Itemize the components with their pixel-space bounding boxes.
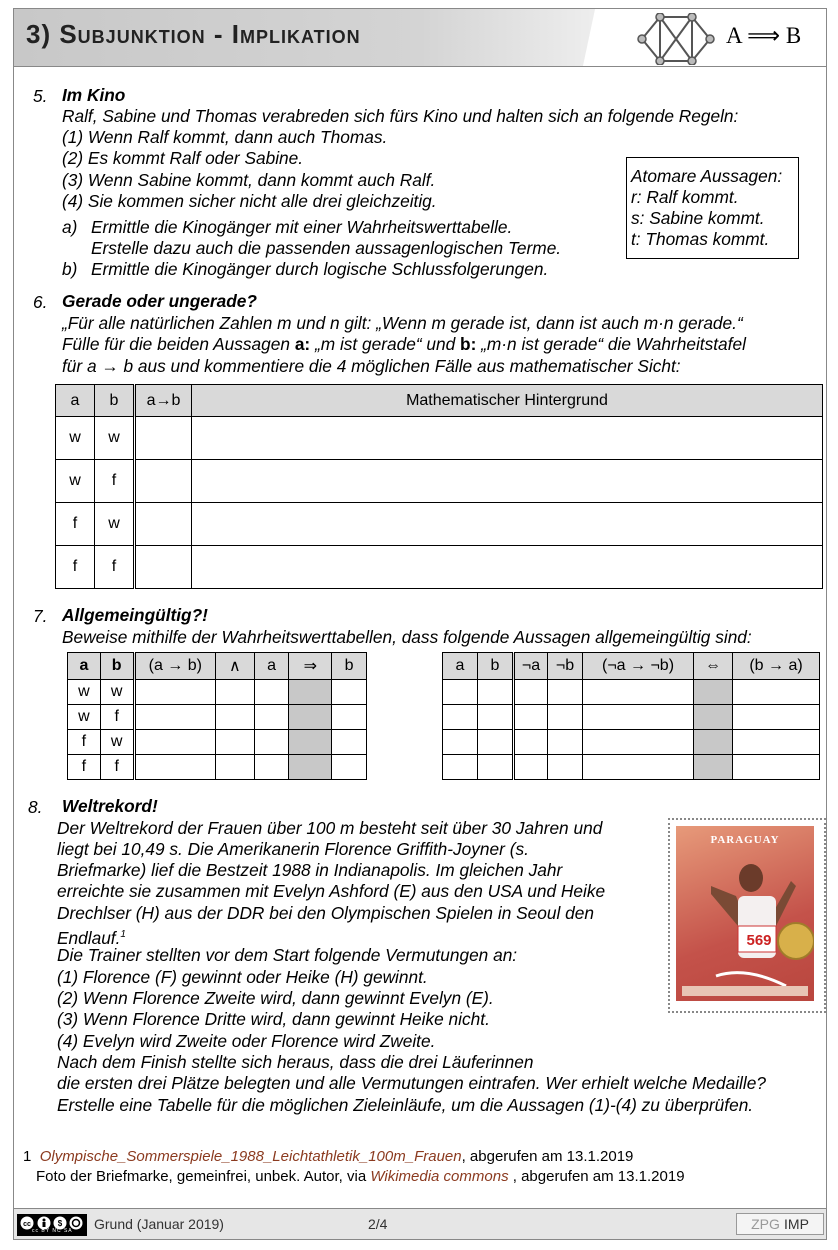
header: ⇒	[289, 653, 332, 680]
svg-text:$: $	[57, 1219, 63, 1228]
box-line: r: Ralf kommt.	[631, 187, 739, 207]
header: a	[68, 653, 101, 680]
header: ∧	[215, 653, 254, 680]
footnote-1	[23, 1148, 633, 1165]
task6-number: 6.	[33, 292, 48, 312]
label-a: a:	[294, 334, 311, 354]
footnote-text: , abgerufen am 13.1.2019	[461, 1148, 634, 1165]
input-cell[interactable]	[733, 730, 820, 755]
task6-line1: „Für alle natürlichen Zahlen m und n gilt: „Wenn m gerade ist, dann ist auch m·n gerade.“	[62, 313, 743, 333]
input-cell[interactable]	[254, 730, 289, 755]
task8-number: 8.	[28, 797, 43, 817]
input-cell[interactable]	[583, 705, 694, 730]
cell: f	[68, 730, 101, 755]
zpg-imp-logo	[736, 1213, 824, 1235]
task8-line: (2) Wenn Florence Zweite wird, dann gewinnt Evelyn (E).	[57, 988, 494, 1008]
input-cell[interactable]	[733, 755, 820, 780]
footnote-link-wikipedia[interactable]: Olympische_Sommerspiele_1988_Leichtathletik_100m_Frauen	[39, 1148, 462, 1165]
task7-intro: Beweise mithilfe der Wahrheitswerttabellen, dass folgende Aussagen allgemeingültig sind:	[62, 627, 752, 647]
box-line: Atomare Aussagen:	[631, 166, 783, 186]
truth-table-7-right	[442, 652, 820, 780]
header-a-implies-b: a→b	[135, 385, 192, 417]
input-cell[interactable]	[135, 546, 192, 589]
stamp-image	[668, 818, 826, 1013]
stamp-country: PARAGUAY	[710, 834, 780, 846]
input-cell[interactable]	[254, 705, 289, 730]
task8-line: (4) Evelyn wird Zweite oder Florence wird Zweite.	[57, 1031, 436, 1051]
comment-cell[interactable]	[192, 417, 823, 460]
page-title: 3) Subjunktion - Implikation	[26, 19, 361, 49]
table-row	[56, 417, 823, 460]
input-cell[interactable]	[215, 705, 254, 730]
stamp-bib-number: 569	[746, 932, 772, 949]
task6-line3: für a → b aus und kommentiere die 4 möglichen Fälle aus mathematischer Sicht:	[62, 356, 681, 376]
task8-line: Erstelle eine Tabelle für die möglichen Zieleinläufe, um die Aussagen (1)-(4) zu überprüfen.	[57, 1095, 754, 1115]
table-row	[56, 546, 823, 589]
cell: w	[68, 680, 101, 705]
cc-license-text: cc BY NC SA	[32, 1228, 73, 1234]
footnote-text: , abgerufen am 13.1.2019	[508, 1168, 685, 1185]
comment-cell[interactable]	[192, 460, 823, 503]
cell: w	[100, 730, 134, 755]
table-row	[443, 730, 820, 755]
table-row	[68, 705, 367, 730]
cell: w	[68, 705, 101, 730]
brand-imp: IMP	[784, 1216, 809, 1232]
cc-license-badge	[17, 1214, 87, 1236]
task5-b-label: b)	[62, 259, 78, 279]
header: ⇔	[694, 653, 733, 680]
cell: f	[100, 705, 134, 730]
box-line: t: Thomas kommt.	[631, 229, 770, 249]
task7-title: Allgemeingültig?!	[62, 605, 208, 625]
input-cell[interactable]	[332, 680, 367, 705]
input-cell[interactable]	[548, 755, 583, 780]
task8-line: (3) Wenn Florence Dritte wird, dann gewinnt Heike nicht.	[57, 1009, 490, 1029]
input-cell[interactable]	[332, 730, 367, 755]
box-line: s: Sabine kommt.	[631, 208, 765, 228]
graph-logo-icon	[634, 13, 718, 65]
table-row	[68, 730, 367, 755]
brand-zpg: ZPG	[751, 1216, 780, 1232]
task5-a-line2: Erstelle dazu auch die passenden aussagenlogischen Terme.	[91, 238, 562, 258]
task5-intro: Ralf, Sabine und Thomas verabreden sich fürs Kino und halten sich an folgende Regeln:	[62, 106, 739, 126]
task8-line: Drechlser (H) aus der DDR bei den Olympischen Spielen in Seoul den	[57, 903, 594, 923]
header: b	[100, 653, 134, 680]
task8-line: Nach dem Finish stellte sich heraus, dass die drei Läuferinnen	[57, 1052, 534, 1072]
comment-cell[interactable]	[192, 546, 823, 589]
header: (a → b)	[134, 653, 215, 680]
footnote-number: 1	[23, 1148, 32, 1165]
task8-title: Weltrekord!	[62, 796, 158, 816]
input-cell[interactable]	[583, 680, 694, 705]
task5-rule-3: (3) Wenn Sabine kommt, dann kommt auch Ralf.	[62, 170, 436, 190]
task8-line: Der Weltrekord der Frauen über 100 m besteht seit über 30 Jahren und	[57, 818, 603, 838]
input-cell[interactable]	[733, 705, 820, 730]
input-cell[interactable]	[135, 417, 192, 460]
footnote-link-commons[interactable]: Wikimedia commons	[370, 1168, 509, 1185]
page-header	[13, 8, 827, 67]
table-row	[443, 755, 820, 780]
cell: f	[56, 546, 95, 589]
runner-illustration	[676, 826, 814, 1001]
input-cell[interactable]	[215, 680, 254, 705]
input-cell[interactable]	[134, 730, 215, 755]
header: (¬a → ¬b)	[583, 653, 694, 680]
cell: f	[68, 755, 101, 780]
comment-cell[interactable]	[192, 503, 823, 546]
input-cell[interactable]	[443, 730, 478, 755]
input-cell[interactable]	[694, 680, 733, 705]
input-cell[interactable]	[514, 705, 548, 730]
task5-rule-2: (2) Es kommt Ralf oder Sabine.	[62, 148, 304, 168]
cell: f	[95, 460, 135, 503]
input-cell[interactable]	[694, 730, 733, 755]
task8-line: Briefmarke) lief die Bestzeit 1988 in Indianapolis. Im gleichen Jahr	[57, 860, 563, 880]
input-cell[interactable]	[694, 705, 733, 730]
input-cell[interactable]	[478, 730, 514, 755]
header-divider	[583, 9, 635, 66]
input-cell[interactable]	[583, 755, 694, 780]
cell: f	[100, 755, 134, 780]
task5-rule-1: (1) Wenn Ralf kommt, dann auch Thomas.	[62, 127, 388, 147]
header: b	[478, 653, 514, 680]
input-cell[interactable]	[478, 755, 514, 780]
input-cell[interactable]	[134, 680, 215, 705]
task5-a-label: a)	[62, 217, 78, 237]
task8-line: erreichte sie zusammen mit Evelyn Ashford (E) aus den USA und Heike	[57, 881, 606, 901]
input-cell[interactable]	[694, 755, 733, 780]
atomic-statements-box	[626, 157, 799, 259]
cell: w	[56, 460, 95, 503]
header-formula: A ⟹ B	[726, 23, 802, 48]
task6-line2-c: „m ist gerade“ und	[310, 334, 461, 354]
input-cell[interactable]	[289, 730, 332, 755]
cell: w	[95, 503, 135, 546]
header: ¬a	[514, 653, 548, 680]
task6-line2	[62, 334, 746, 355]
input-cell[interactable]	[514, 755, 548, 780]
input-cell[interactable]	[215, 755, 254, 780]
input-cell[interactable]	[478, 680, 514, 705]
table-row	[56, 503, 823, 546]
task6-line2-a: Fülle für die beiden Aussagen	[62, 334, 295, 354]
input-cell[interactable]	[478, 705, 514, 730]
cell: w	[56, 417, 95, 460]
input-cell[interactable]	[548, 705, 583, 730]
task8-line: liegt bei 10,49 s. Die Amerikanerin Florence Griffith-Joyner (s.	[57, 839, 529, 859]
header-b: b	[95, 385, 135, 417]
input-cell[interactable]	[443, 705, 478, 730]
input-cell[interactable]	[332, 705, 367, 730]
task5-title: Im Kino	[62, 85, 126, 105]
footnote-text: Foto der Briefmarke, gemeinfrei, unbek. Autor, via	[36, 1168, 371, 1185]
task6-line2-e: „m·n ist gerade“ die Wahrheitstafel	[476, 334, 746, 354]
table-row	[68, 755, 367, 780]
table-row	[56, 460, 823, 503]
header: a	[443, 653, 478, 680]
task7-number: 7.	[33, 606, 48, 626]
task5-number: 5.	[33, 86, 48, 106]
input-cell[interactable]	[289, 705, 332, 730]
truth-table-6	[55, 384, 823, 589]
header: a	[254, 653, 289, 680]
input-cell[interactable]	[332, 755, 367, 780]
table-row	[443, 680, 820, 705]
task5-a-line1: Ermittle die Kinogänger mit einer Wahrheitswerttabelle.	[91, 217, 513, 237]
svg-text:cc: cc	[23, 1221, 31, 1228]
input-cell[interactable]	[135, 460, 192, 503]
input-cell[interactable]	[135, 503, 192, 546]
input-cell[interactable]	[733, 680, 820, 705]
header-background: Mathematischer Hintergrund	[192, 385, 823, 417]
table-row	[68, 680, 367, 705]
header: b	[332, 653, 367, 680]
input-cell[interactable]	[514, 730, 548, 755]
input-cell[interactable]	[289, 755, 332, 780]
header: ¬b	[548, 653, 583, 680]
input-cell[interactable]	[548, 730, 583, 755]
footer-author: Grund (Januar 2019)	[94, 1216, 224, 1232]
footnote-2	[36, 1168, 685, 1185]
input-cell[interactable]	[514, 680, 548, 705]
input-cell[interactable]	[254, 755, 289, 780]
input-cell[interactable]	[289, 680, 332, 705]
table-row	[443, 705, 820, 730]
input-cell[interactable]	[134, 755, 215, 780]
cell: w	[95, 417, 135, 460]
input-cell[interactable]	[548, 680, 583, 705]
page-footer	[13, 1208, 827, 1240]
input-cell[interactable]	[443, 755, 478, 780]
footnote-ref: 1	[120, 929, 126, 940]
task8-line-text: Endlauf.	[57, 927, 121, 948]
task5-rule-4: (4) Sie kommen sicher nicht alle drei gleichzeitig.	[62, 191, 437, 211]
input-cell[interactable]	[215, 730, 254, 755]
task8-line: Die Trainer stellten vor dem Start folgende Vermutungen an:	[57, 945, 518, 965]
input-cell[interactable]	[254, 680, 289, 705]
input-cell[interactable]	[583, 730, 694, 755]
cell: f	[56, 503, 95, 546]
task6-title: Gerade oder ungerade?	[62, 291, 257, 311]
header-a: a	[56, 385, 95, 417]
input-cell[interactable]	[443, 680, 478, 705]
task8-line: die ersten drei Plätze belegten und alle Vermutungen eintrafen. Wer erhielt welche Medaille?	[57, 1073, 766, 1093]
header: (b → a)	[733, 653, 820, 680]
footer-page-number: 2/4	[368, 1216, 388, 1232]
label-b: b:	[460, 334, 477, 354]
stamp-picture	[676, 826, 814, 1001]
task8-line: (1) Florence (F) gewinnt oder Heike (H) gewinnt.	[57, 967, 428, 987]
cell: f	[95, 546, 135, 589]
input-cell[interactable]	[134, 705, 215, 730]
truth-table-7-left	[67, 652, 367, 780]
cell: w	[100, 680, 134, 705]
task5-b-line: Ermittle die Kinogänger durch logische Schlussfolgerungen.	[91, 259, 549, 279]
